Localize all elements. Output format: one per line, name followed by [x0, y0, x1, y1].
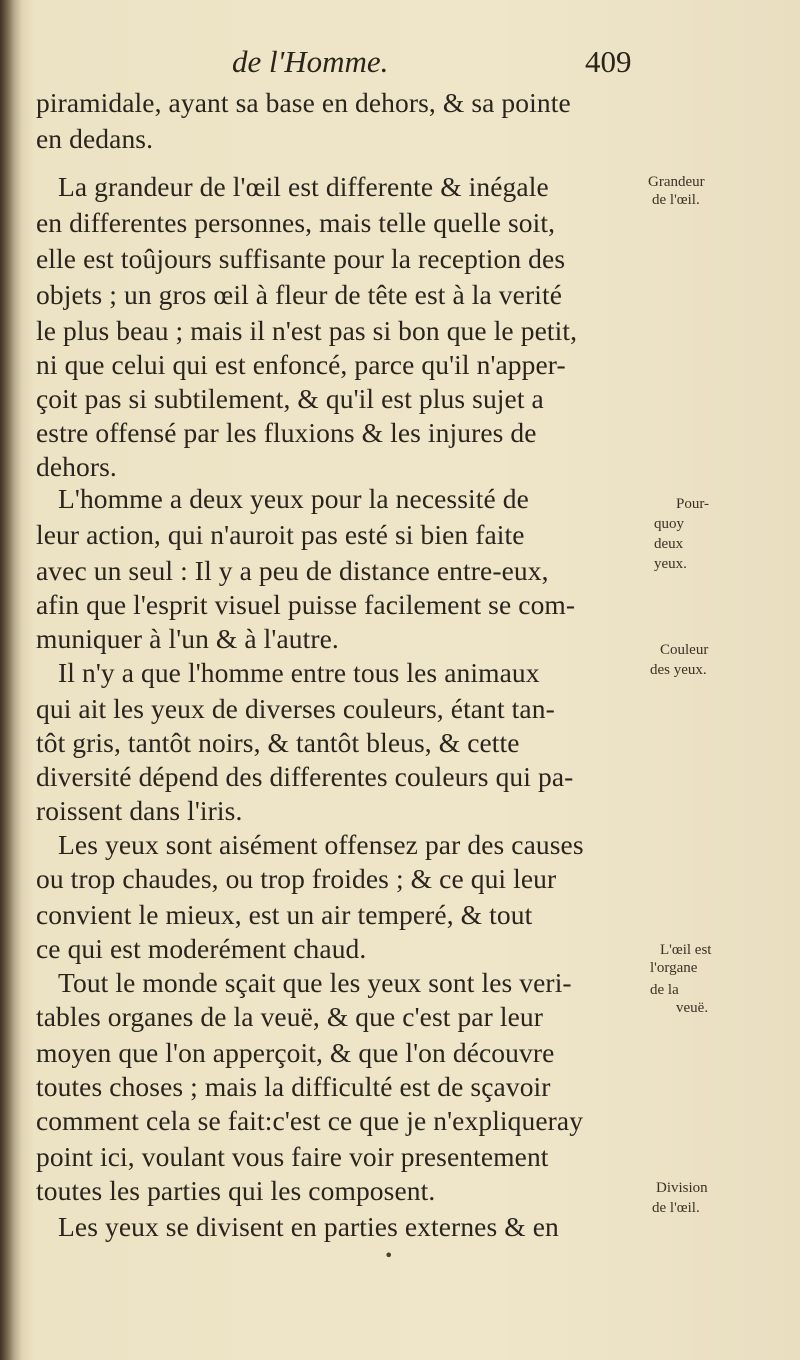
margin-note: deux — [654, 536, 684, 552]
text-line: leur action, qui n'auroit pas esté si bien faite — [36, 519, 525, 550]
margin-note: de l'œil. — [652, 1200, 700, 1216]
text-line: ni que celui qui est enfoncé, parce qu'il n'apper- — [36, 349, 566, 380]
text-line: dehors. — [36, 451, 117, 482]
text-line: Il n'y a que l'homme entre tous les animaux — [58, 657, 540, 688]
margin-note: Division — [656, 1180, 708, 1196]
text-line: Tout le monde sçait que les yeux sont les veri- — [58, 967, 572, 998]
running-title: de l'Homme. — [232, 44, 389, 79]
text-line: L'homme a deux yeux pour la necessité de — [58, 483, 529, 514]
text-line: tables organes de la veuë, & que c'est par leur — [36, 1001, 544, 1032]
text-line: afin que l'esprit visuel puisse facilement se com- — [36, 589, 576, 620]
text-line: roissent dans l'iris. — [36, 795, 243, 826]
margin-note: l'organe — [650, 960, 698, 976]
text-line: estre offensé par les fluxions & les injures de — [36, 417, 537, 448]
text-line: diversité dépend des differentes couleurs qui pa- — [36, 761, 574, 792]
printer-mark: • — [384, 1246, 394, 1265]
text-line: Les yeux sont aisément offensez par des causes — [58, 829, 584, 860]
text-line: elle est toûjours suffisante pour la reception des — [36, 243, 566, 274]
text-line: tôt gris, tantôt noirs, & tantôt bleus, & cette — [36, 727, 520, 758]
margin-note: des yeux. — [650, 662, 707, 678]
margin-note: de l'œil. — [652, 192, 700, 208]
margin-note: de la — [650, 982, 679, 998]
text-line: toutes choses ; mais la difficulté est de sçavoir — [36, 1071, 551, 1102]
text-line: ou trop chaudes, ou trop froides ; & ce qui leur — [36, 863, 557, 894]
text-line: objets ; un gros œil à fleur de tête est à la verité — [36, 279, 562, 310]
text-line: Les yeux se divisent en parties externes & en — [58, 1211, 559, 1242]
margin-note: quoy — [654, 516, 684, 532]
text-line: muniquer à l'un & à l'autre. — [36, 623, 339, 654]
text-line: ce qui est moderément chaud. — [36, 933, 367, 964]
text-line: avec un seul : Il y a peu de distance entre-eux, — [36, 555, 549, 586]
text-line: convient le mieux, est un air temperé, & tout — [36, 899, 533, 930]
text-line: La grandeur de l'œil est differente & inégale — [58, 171, 549, 202]
text-line: en differentes personnes, mais telle quelle soit, — [36, 207, 556, 238]
text-line: piramidale, ayant sa base en dehors, & sa pointe — [36, 87, 571, 118]
text-line: le plus beau ; mais il n'est pas si bon que le petit, — [36, 315, 578, 346]
text-line: toutes les parties qui les composent. — [36, 1175, 436, 1206]
margin-note: Grandeur — [648, 174, 705, 190]
margin-note: Couleur — [660, 642, 709, 658]
margin-note: veuë. — [676, 1000, 709, 1016]
binding-gutter — [0, 0, 22, 1360]
margin-note: L'œil est — [660, 942, 712, 958]
text-line: moyen que l'on apperçoit, & que l'on découvre — [36, 1037, 555, 1068]
text-line: point ici, voulant vous faire voir presentement — [36, 1141, 549, 1172]
margin-note: yeux. — [654, 556, 687, 572]
text-line: qui ait les yeux de diverses couleurs, étant tan- — [36, 693, 555, 724]
text-line: çoit pas si subtilement, & qu'il est plus sujet a — [36, 383, 544, 414]
page-header — [0, 40, 800, 90]
margin-note: Pour- — [676, 496, 710, 512]
page-number: 409 — [585, 44, 632, 79]
text-line: en dedans. — [36, 123, 154, 154]
text-line: comment cela se fait:c'est ce que je n'expliqueray — [36, 1105, 584, 1136]
